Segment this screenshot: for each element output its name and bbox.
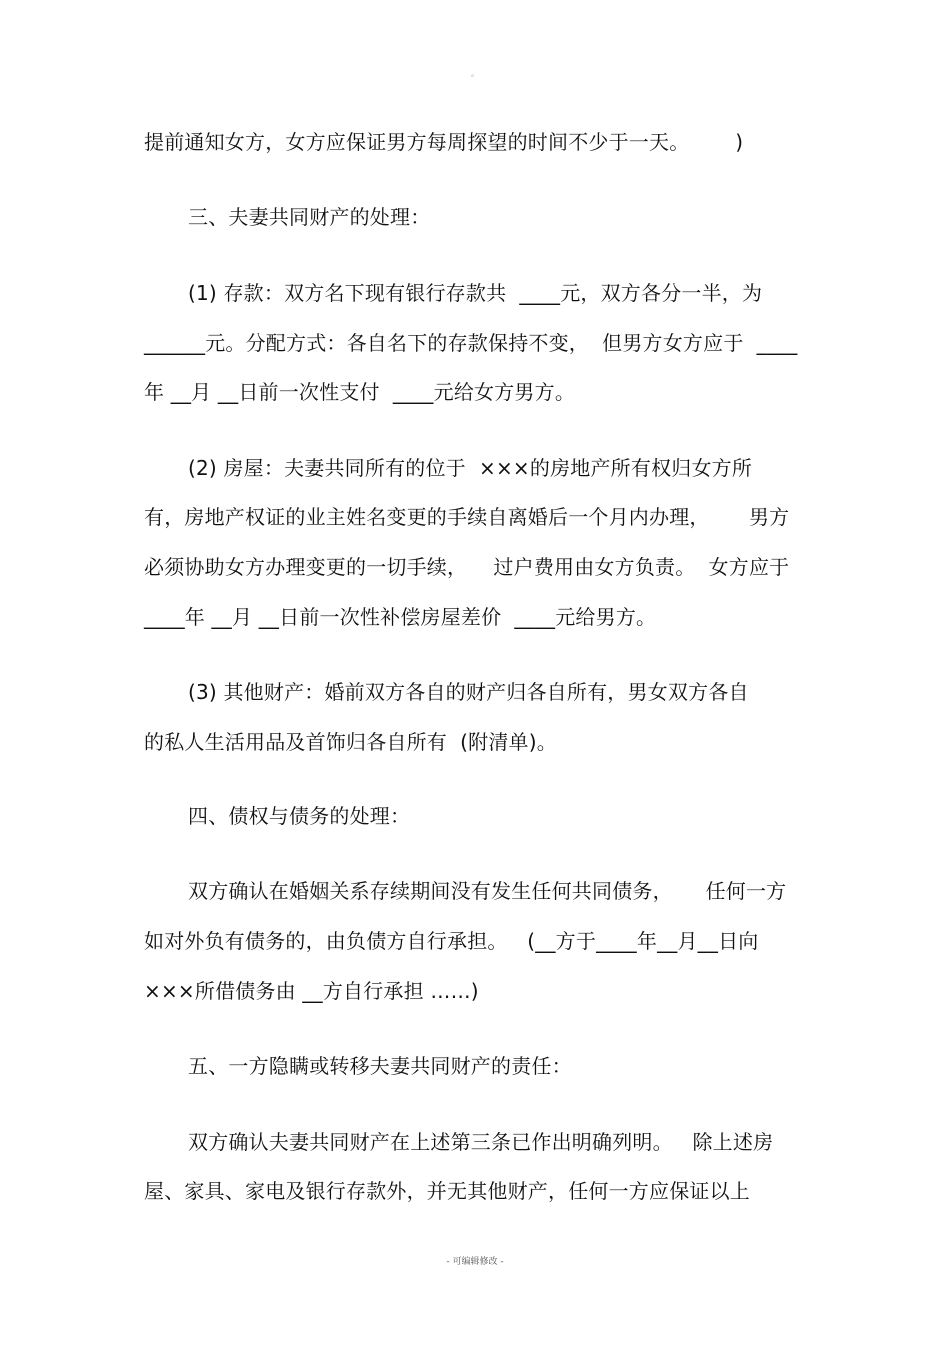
section-heading: 三、夫妻共同财产的处理：: [188, 205, 431, 229]
text-line: ______元。分配方式：各自名下的存款保持不变， 但男方女方应于 ____: [144, 331, 798, 355]
text-line: (1) 存款：双方名下现有银行存款共 ____元，双方各分一半，为: [188, 281, 763, 305]
text-line: 的私人生活用品及首饰归各自所有 (附清单)。: [144, 730, 557, 754]
text-line: 提前通知女方，女方应保证男方每周探望的时间不少于一天。 ): [144, 130, 744, 154]
text-line: ____年 __月 __日前一次性补偿房屋差价 ____元给男方。: [144, 605, 657, 629]
section-heading: 四、债权与债务的处理：: [188, 804, 411, 828]
text-line: 屋、家具、家电及银行存款外，并无其他财产，任何一方应保证以上: [144, 1179, 750, 1203]
footer-text: - 可编辑修改 -: [446, 1257, 504, 1267]
section-heading: 五、一方隐瞒或转移夫妻共同财产的责任：: [188, 1054, 572, 1078]
text-line: (2) 房屋：夫妻共同所有的位于 ×××的房地产所有权归女方所: [188, 456, 753, 480]
header-mark: 。: [471, 69, 479, 78]
text-line: 双方确认夫妻共同财产在上述第三条已作出明确列明。 除上述房: [188, 1130, 774, 1154]
text-line: ×××所借债务由 __方自行承担 ……): [144, 979, 479, 1003]
text-line: 如对外负有债务的，由负债方自行承担。 (__方于____年__月__日向: [144, 929, 759, 953]
text-line: 双方确认在婚姻关系存续期间没有发生任何共同债务， 任何一方: [188, 879, 787, 903]
text-line: 必须协助女方办理变更的一切手续， 过户费用由女方负责。 女方应于: [144, 555, 790, 579]
text-line: 年 __月 __日前一次性支付 ____元给女方男方。: [144, 380, 576, 404]
text-line: 有，房地产权证的业主姓名变更的手续自离婚后一个月内办理， 男方: [144, 505, 790, 529]
text-line: (3) 其他财产：婚前双方各自的财产归各自所有，男女双方各自: [188, 680, 749, 704]
